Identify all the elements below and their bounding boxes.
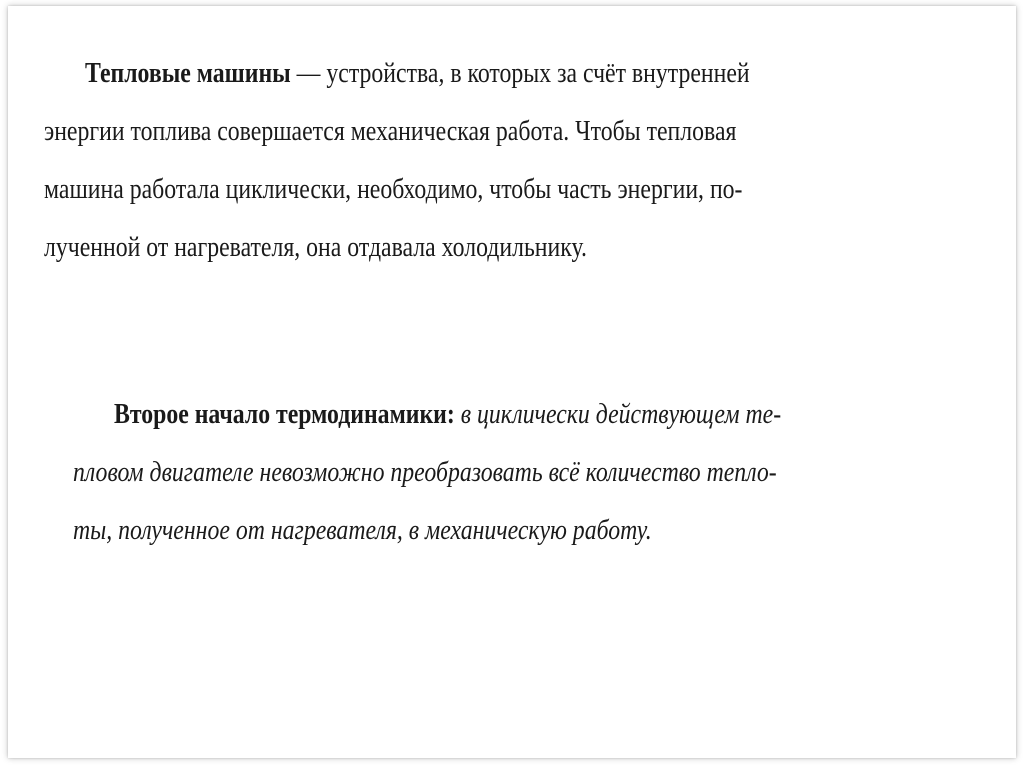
heat-engines-paragraph	[44, 44, 962, 276]
paragraph-line: энергии топлива совершается механическая работа. Чтобы тепловая	[44, 115, 737, 147]
paragraph-line: пловом двигателе невозможно преобразовать всё количество тепло-	[73, 456, 777, 488]
paragraph-line: ты, полученное от нагревателя, в механическую работу.	[73, 514, 652, 546]
paragraph-text: в циклически действующем те-	[454, 398, 782, 430]
paragraph-line	[44, 44, 962, 102]
paragraph-line: лученной от нагревателя, она отдавала холодильнику.	[44, 231, 587, 263]
paragraph-line	[73, 385, 975, 443]
term-second-law: Второе начало термодинамики:	[114, 398, 455, 430]
paragraph-text: — устройства, в которых за счёт внутренней	[290, 57, 750, 89]
term-heat-engines: Тепловые машины	[85, 57, 291, 89]
second-law-paragraph	[73, 385, 975, 559]
slide	[8, 6, 1016, 758]
paragraph-line: машина работала циклически, необходимо, чтобы часть энергии, по-	[44, 173, 743, 205]
